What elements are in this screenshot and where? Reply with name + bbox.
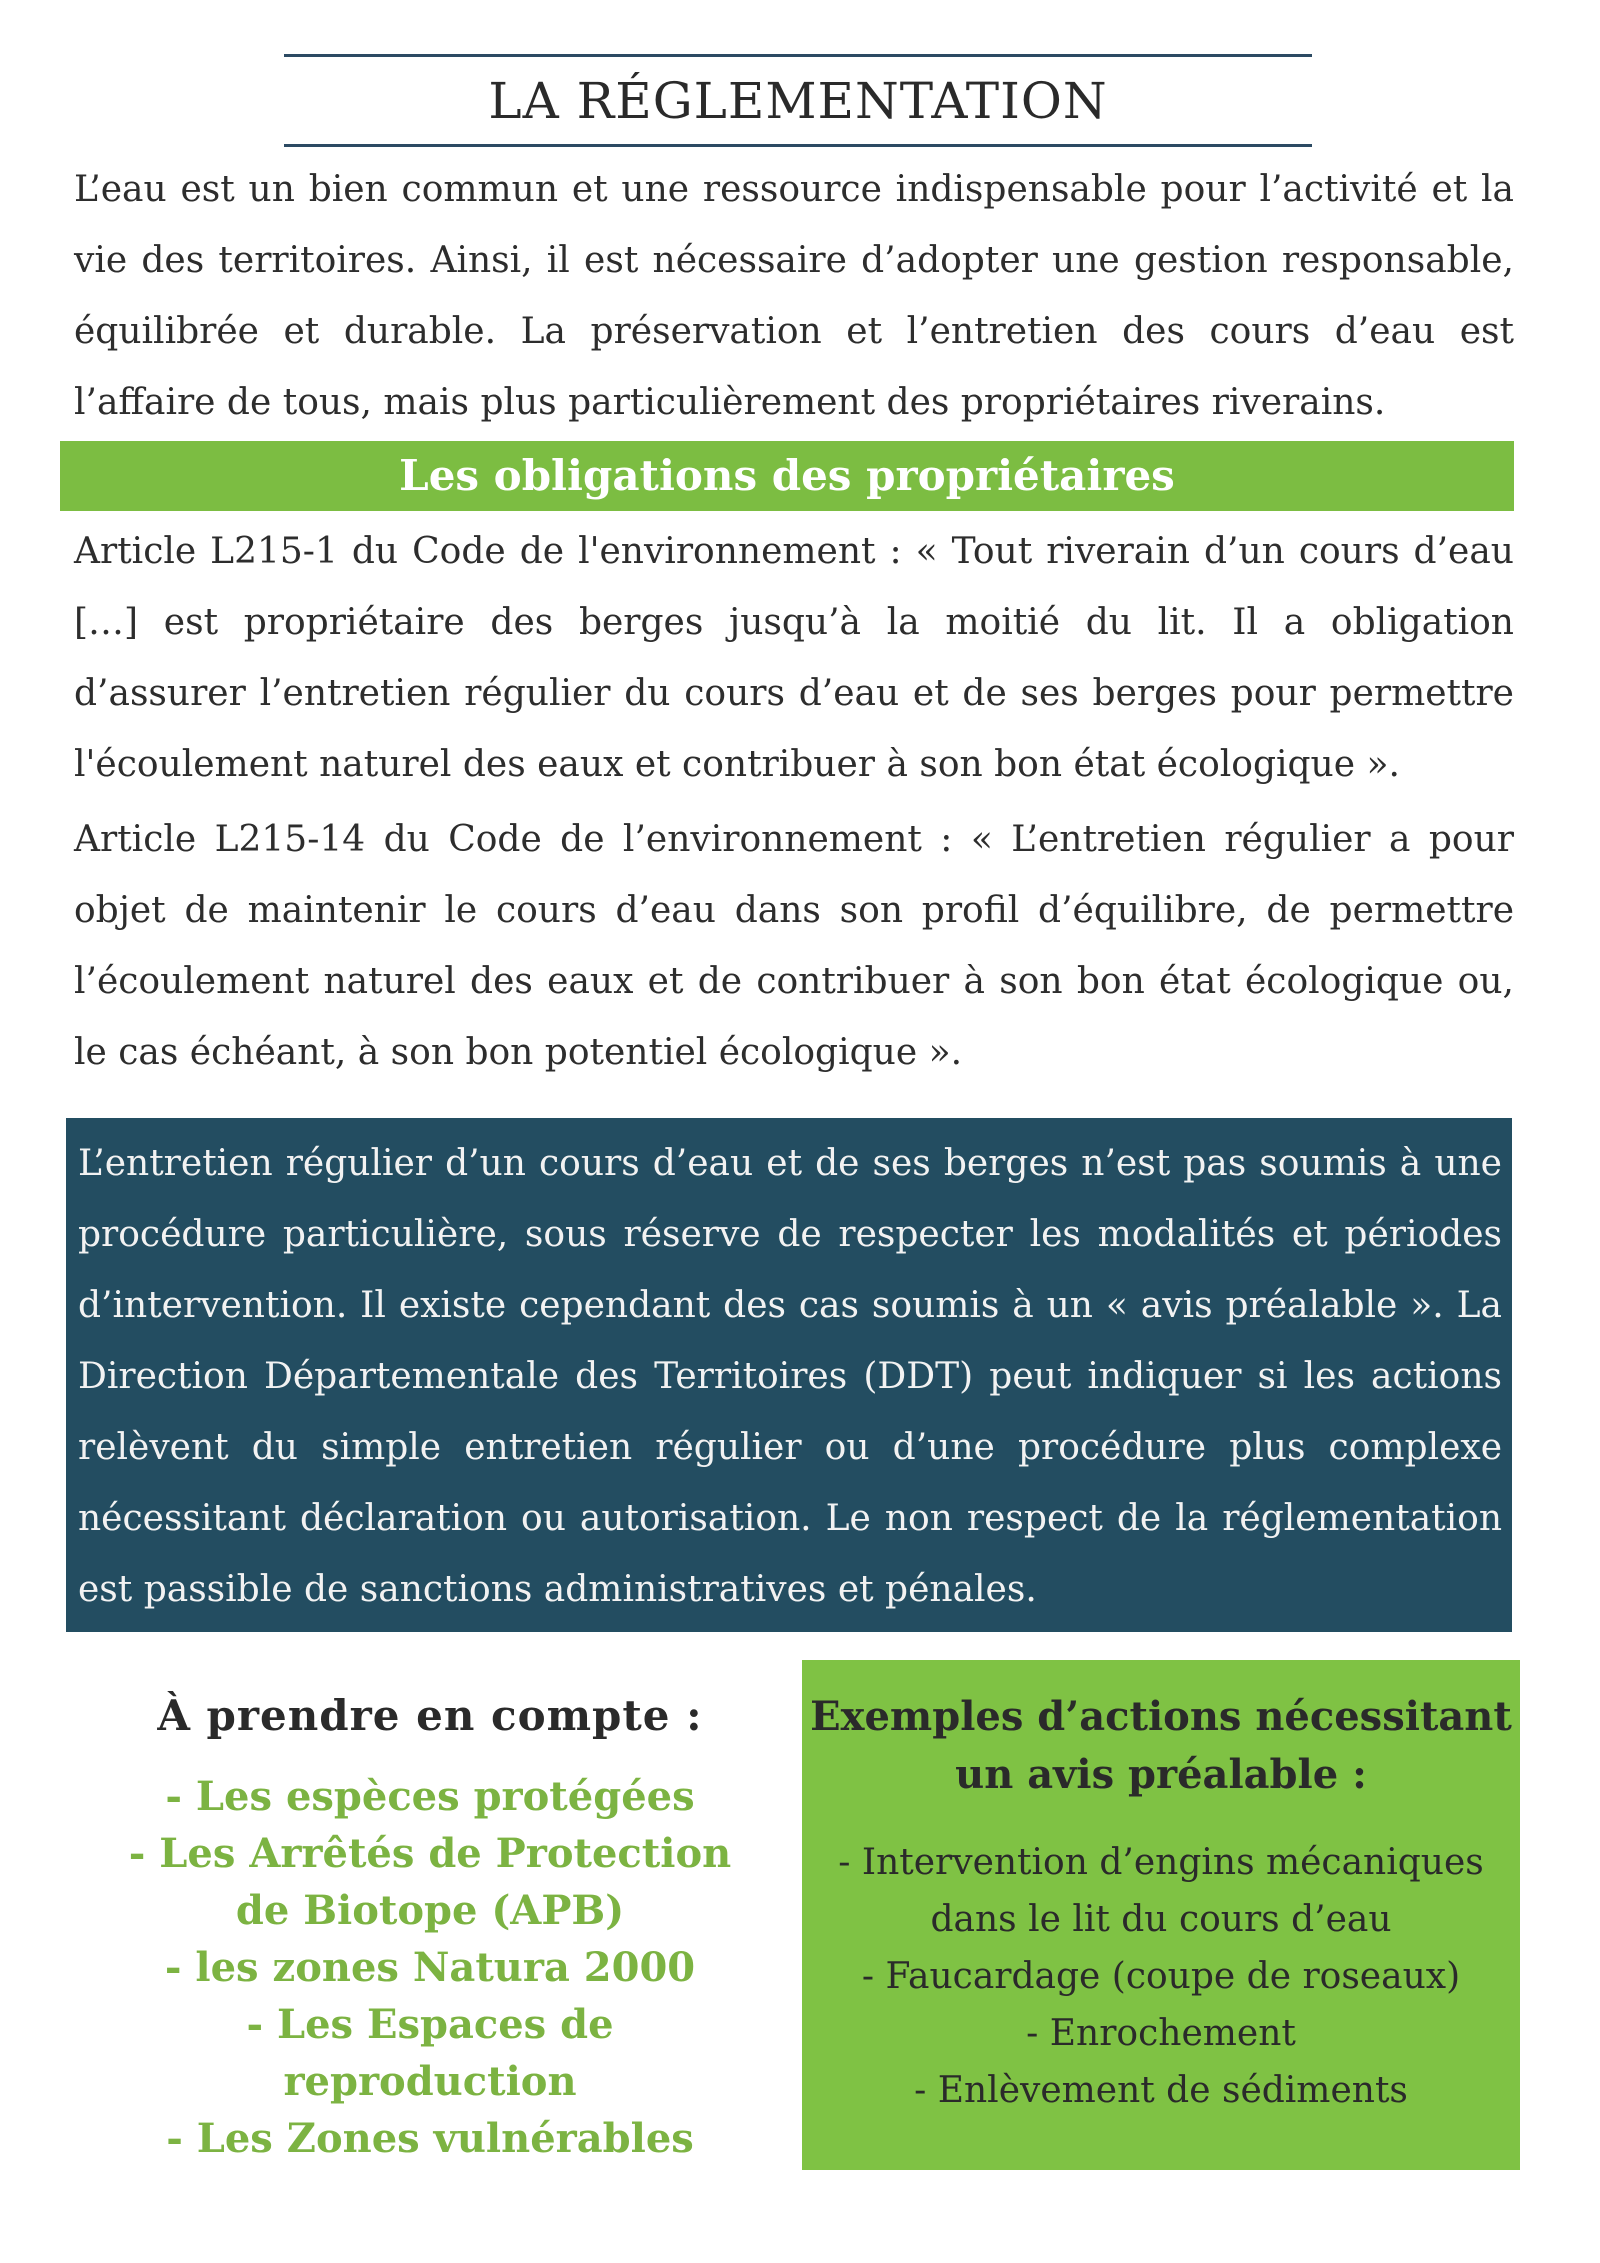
list-item: - Faucardage (coupe de roseaux) <box>861 1956 1461 1997</box>
list-item: - Les espèces protégées <box>165 1773 695 1820</box>
list-item: - Intervention d’engins mécaniques dans le lit du cours d’eau <box>838 1842 1484 1940</box>
notice-text: L’entretien régulier d’un cours d’eau et de ses berges n’est pas soumis à une procédure particulière, sous réserve de respecter les modalités et périodes d’intervention. Il existe cependant des cas soumis à un « avis préalable ». La Direction Départementale des Territoires (DDT) peut indiquer si les actions relèvent du simple entretien régulier ou d’une procédure plus complexe nécessitant déclaration ou autorisation. Le non respect de la réglementation est passible de sanctions administratives et pénales. <box>78 1143 1502 1610</box>
article-l215-1: Article L215-1 du Code de l'environnement : « Tout riverain d’un cours d’eau […] est propriétaire des berges jusqu’à la moitié du lit. Il a obligation d’assurer l’entretien régulier du cours d’eau et de ses berges pour permettre l'écoulement naturel des eaux et contribuer à son bon état écologique ». <box>74 531 1514 785</box>
obligations-heading: Les obligations des propriétaires <box>399 451 1175 500</box>
list-item: - les zones Natura 2000 <box>164 1944 696 1991</box>
consider-section <box>100 1686 760 2167</box>
list-item: - Les Zones vulnérables <box>166 2115 694 2162</box>
notice-box <box>66 1118 1512 1632</box>
title-rule-bottom <box>284 144 1312 147</box>
list-item: - Enlèvement de sédiments <box>914 2070 1408 2111</box>
examples-title: Exemples d’actions nécessitant un avis préalable : <box>810 1693 1512 1798</box>
list-item: - Les Arrêtés de Protection de Biotope (APB) <box>128 1830 732 1934</box>
consider-title: À prendre en compte : <box>157 1691 703 1740</box>
obligations-banner <box>60 441 1514 511</box>
consider-list <box>100 1768 760 2167</box>
list-item: - Les Espaces de reproduction <box>246 2001 614 2105</box>
examples-list <box>802 1834 1520 2119</box>
list-item: - Enrochement <box>1026 2013 1296 2054</box>
intro-paragraph: L’eau est un bien commun et une ressource indispensable pour l’activité et la vie des territoires. Ainsi, il est nécessaire d’adopter une gestion responsable, équilibrée et durable. La préservation et l’entretien des cours d’eau est l’affaire de tous, mais plus particulièrement des propriétaires riverains. <box>74 169 1514 423</box>
page-title: LA RÉGLEMENTATION <box>488 72 1108 130</box>
examples-box <box>802 1660 1520 2170</box>
article-l215-14: Article L215-14 du Code de l’environnement : « L’entretien régulier a pour objet de maintenir le cours d’eau dans son profil d’équilibre, de permettre l’écoulement naturel des eaux et de contribuer à son bon état écologique ou, le cas échéant, à son bon potentiel écologique ». <box>74 819 1514 1073</box>
title-rule-top <box>284 54 1312 57</box>
